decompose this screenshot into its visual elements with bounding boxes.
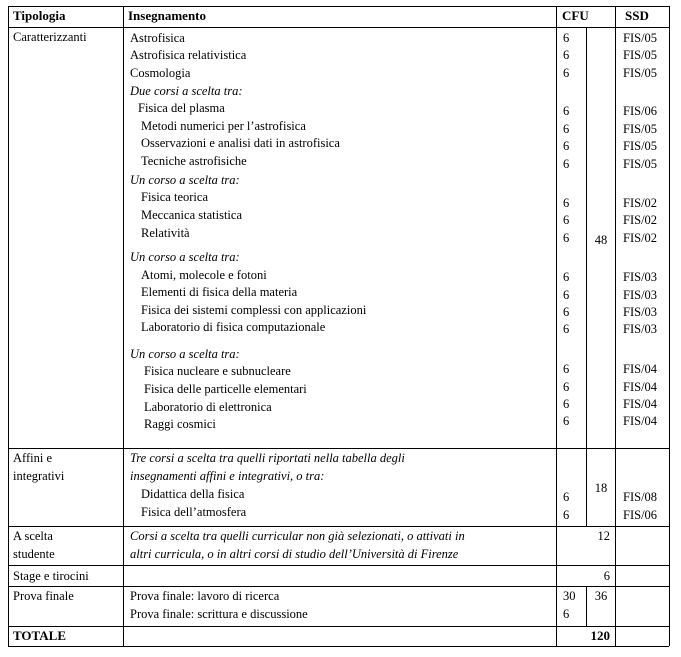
course-cfu: 6 [563, 490, 570, 504]
course-name: Metodi numerici per l’astrofisica [141, 119, 306, 133]
course-name: Fisica teorica [141, 190, 208, 204]
scelta-note-line1: Corsi a scelta tra quelli curricular non già selezionati, o attivati in [130, 529, 465, 543]
course-cfu: 6 [563, 196, 570, 210]
tipologia-scelta-line1: A scelta [13, 529, 53, 543]
course-ssd: FIS/02 [623, 231, 658, 245]
cfu-total-stage: 6 [603, 569, 610, 583]
header-cfu: CFU [562, 8, 589, 23]
course-cfu: 6 [563, 380, 570, 394]
affini-note-line2: insegnamenti affini e integrativi, o tra: [130, 469, 325, 483]
course-ssd: FIS/03 [623, 322, 658, 336]
cfu-total-affini: 18 [594, 481, 608, 495]
course-ssd: FIS/02 [623, 196, 658, 210]
group-heading: Un corso a scelta tra: [130, 347, 240, 361]
row-divider-stage [8, 565, 669, 566]
table-border-bottom [8, 646, 669, 647]
cfu-total-scelta: 12 [597, 529, 610, 543]
header-ssd: SSD [625, 8, 649, 23]
affini-note-line1: Tre corsi a scelta tra quelli riportati nella tabella degli [130, 451, 405, 465]
course-cfu: 6 [563, 139, 570, 153]
course-cfu: 6 [563, 414, 570, 428]
course-cfu: 6 [563, 104, 570, 118]
course-ssd: FIS/04 [623, 414, 658, 428]
group-heading: Un corso a scelta tra: [130, 250, 240, 264]
course-cfu: 6 [563, 213, 570, 227]
course-cfu: 30 [563, 589, 576, 603]
course-ssd: FIS/03 [623, 270, 658, 284]
course-name: Osservazioni e analisi dati in astrofisica [141, 136, 340, 150]
course-name: Fisica delle particelle elementari [144, 382, 307, 396]
course-name: Cosmologia [130, 66, 191, 80]
course-cfu: 6 [563, 270, 570, 284]
course-ssd: FIS/06 [623, 508, 658, 522]
group-heading: Due corsi a scelta tra: [130, 84, 243, 98]
header-row-divider [8, 27, 669, 28]
column-divider-cfu [615, 6, 616, 646]
course-ssd: FIS/05 [623, 157, 658, 171]
course-cfu: 6 [563, 48, 570, 62]
table-border-top [8, 6, 669, 7]
table-border-right [669, 6, 670, 646]
totale-label: TOTALE [13, 628, 66, 643]
course-cfu: 6 [563, 362, 570, 376]
tipologia-scelta-line2: studente [13, 547, 55, 561]
course-name: Meccanica statistica [141, 208, 242, 222]
course-ssd: FIS/05 [623, 139, 658, 153]
tipologia-prova: Prova finale [13, 589, 74, 603]
course-ssd: FIS/04 [623, 362, 658, 376]
course-name: Laboratorio di elettronica [144, 400, 272, 414]
course-name: Prova finale: scrittura e discussione [130, 607, 308, 621]
header-tipologia: Tipologia [13, 8, 66, 23]
course-name: Raggi cosmici [144, 417, 216, 431]
course-ssd: FIS/03 [623, 305, 658, 319]
course-ssd: FIS/08 [623, 490, 658, 504]
tipologia-stage: Stage e tirocini [13, 569, 89, 583]
row-divider-affini [8, 448, 669, 449]
tipologia-affini-line2: integrativi [13, 469, 65, 483]
course-name: Tecniche astrofisiche [141, 154, 247, 168]
course-cfu: 6 [563, 122, 570, 136]
course-name: Didattica della fisica [141, 487, 245, 501]
course-ssd: FIS/05 [623, 122, 658, 136]
course-name: Astrofisica relativistica [130, 48, 247, 62]
column-divider-tipologia [123, 6, 124, 646]
course-cfu: 6 [563, 305, 570, 319]
course-name: Atomi, molecole e fotoni [141, 268, 267, 282]
column-divider-cfu-upper [586, 27, 587, 526]
course-cfu: 6 [563, 31, 570, 45]
course-ssd: FIS/05 [623, 66, 658, 80]
course-name: Prova finale: lavoro di ricerca [130, 589, 280, 603]
course-name: Astrofisica [130, 31, 185, 45]
header-insegnamento: Insegnamento [128, 8, 207, 23]
course-ssd: FIS/02 [623, 213, 658, 227]
column-divider-insegnamento [556, 6, 557, 646]
course-ssd: FIS/06 [623, 104, 658, 118]
course-name: Fisica nucleare e subnucleare [144, 364, 291, 378]
totale-cfu: 120 [590, 628, 610, 643]
course-ssd: FIS/04 [623, 397, 658, 411]
row-divider-totale [8, 626, 669, 627]
table-border-left [8, 6, 9, 646]
course-ssd: FIS/05 [623, 31, 658, 45]
tipologia-affini-line1: Affini e [13, 451, 52, 465]
course-name: Laboratorio di fisica computazionale [141, 320, 326, 334]
course-cfu: 6 [563, 397, 570, 411]
course-name: Fisica dell’atmosfera [141, 505, 247, 519]
course-ssd: FIS/04 [623, 380, 658, 394]
scelta-note-line2: altri curricula, o in altri corsi di studio dell’Università di Firenze [130, 547, 459, 561]
row-divider-prova [8, 586, 669, 587]
cfu-total-prova: 36 [594, 589, 608, 603]
course-name: Fisica dei sistemi complessi con applicazioni [141, 303, 367, 317]
course-name: Elementi di fisica della materia [141, 285, 298, 299]
course-ssd: FIS/05 [623, 48, 658, 62]
course-cfu: 6 [563, 66, 570, 80]
course-cfu: 6 [563, 322, 570, 336]
course-cfu: 6 [563, 157, 570, 171]
course-cfu: 6 [563, 288, 570, 302]
course-cfu: 6 [563, 607, 570, 621]
group-heading: Un corso a scelta tra: [130, 173, 240, 187]
course-cfu: 6 [563, 231, 570, 245]
row-divider-scelta [8, 526, 669, 527]
cfu-total-caratterizzanti: 48 [594, 233, 608, 247]
course-name: Relatività [141, 226, 190, 240]
tipologia-caratterizzanti: Caratterizzanti [13, 30, 87, 44]
course-cfu: 6 [563, 508, 570, 522]
course-ssd: FIS/03 [623, 288, 658, 302]
course-name: Fisica del plasma [138, 101, 225, 115]
